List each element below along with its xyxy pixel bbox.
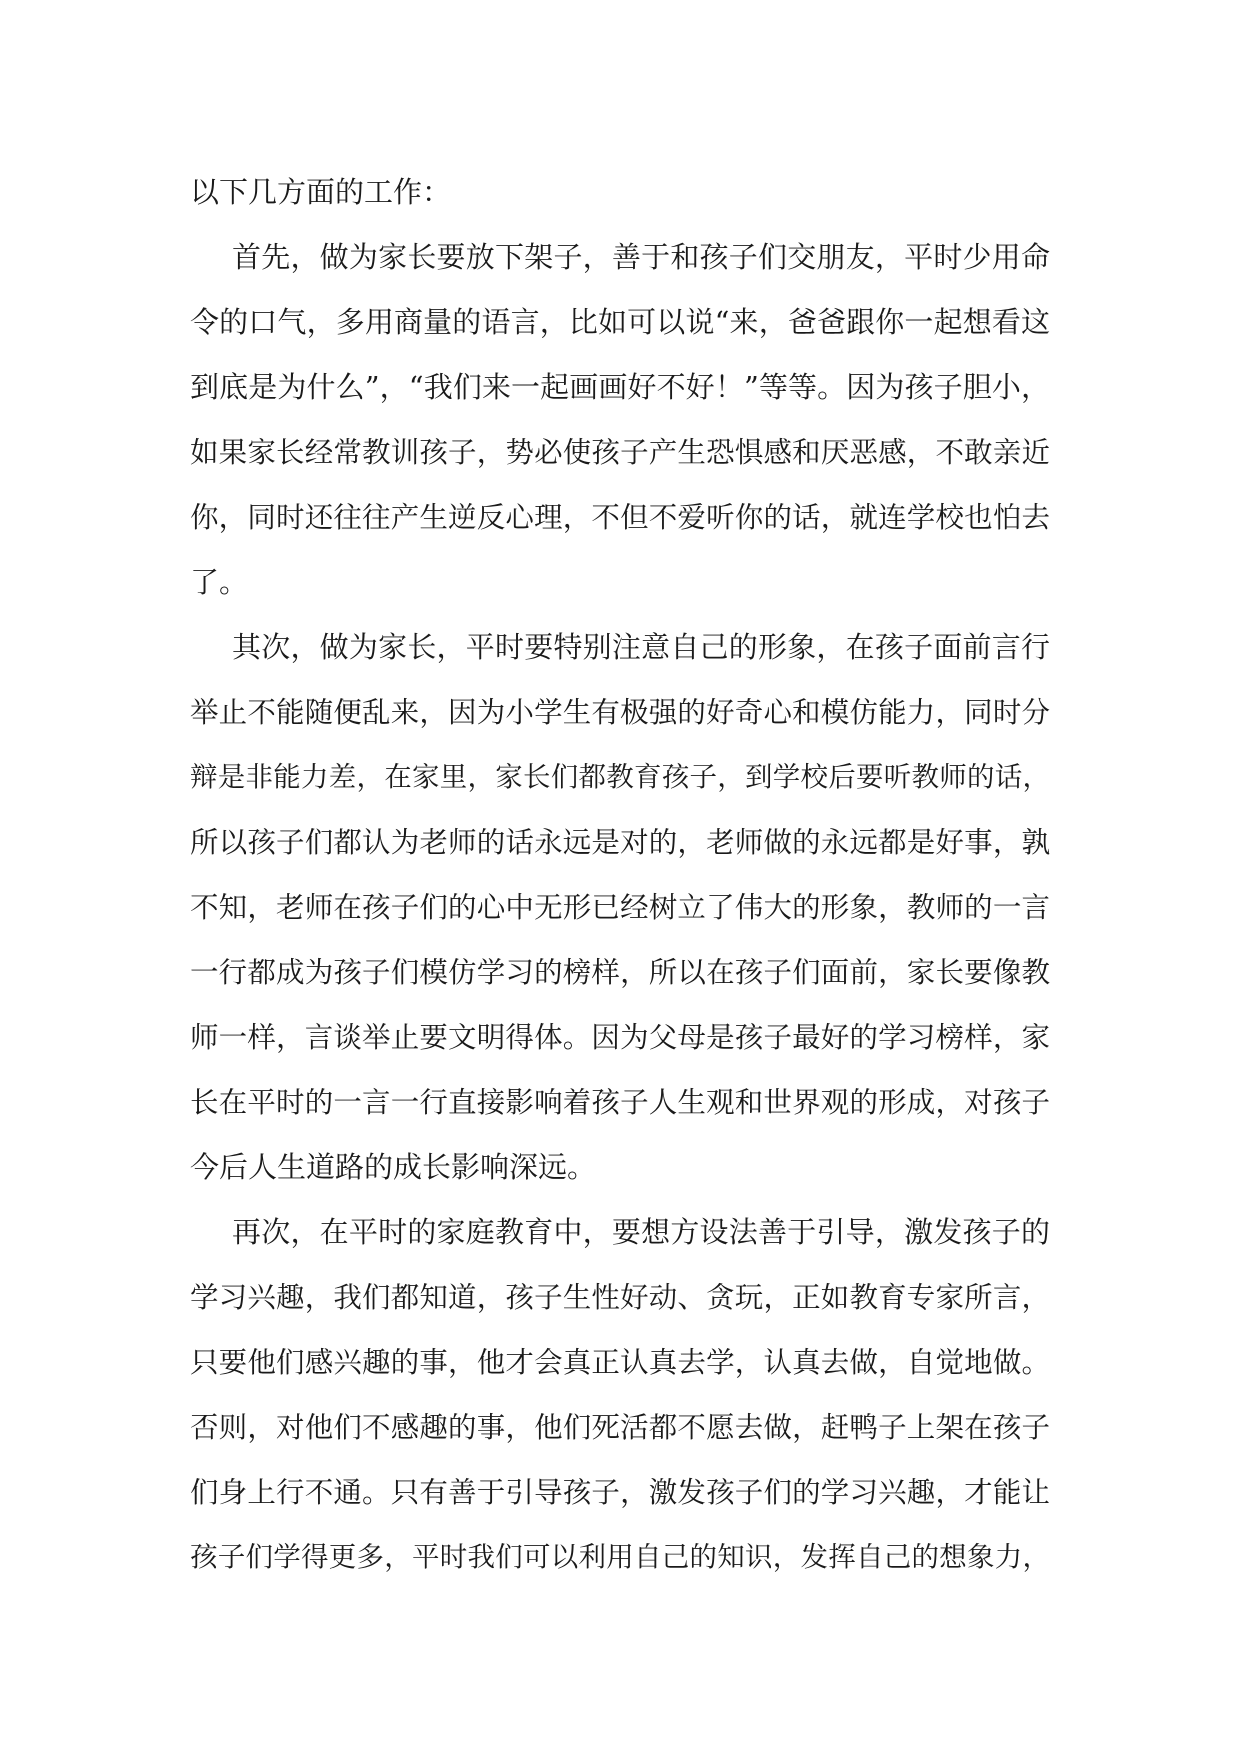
text-line: 你，同时还往往产生逆反心理，不但不爱听你的话，就连学校也怕去: [190, 501, 1050, 534]
text-line: 一行都成为孩子们模仿学习的榜样，所以在孩子们面前，家长要像教: [190, 956, 1050, 989]
text-line: 只要他们感兴趣的事，他才会真正认真去学，认真去做，自觉地做。: [190, 1346, 1050, 1379]
text-line: 首先，做为家长要放下架子，善于和孩子们交朋友，平时少用命: [232, 240, 1050, 274]
text-line: 其次，做为家长，平时要特别注意自己的形象，在孩子面前言行: [232, 630, 1050, 664]
text-line: 否则，对他们不感趣的事，他们死活都不愿去做，赶鸭子上架在孩子: [190, 1411, 1050, 1444]
text-line: 了。: [190, 565, 249, 599]
text-line: 如果家长经常教训孩子，势必使孩子产生恐惧感和厌恶感，不敢亲近: [190, 436, 1050, 469]
text-line: 辩是非能力差，在家里，家长们都教育孩子，到学校后要听教师的话，: [190, 761, 1050, 793]
text-line: 再次，在平时的家庭教育中，要想方设法善于引导，激发孩子的: [232, 1215, 1050, 1249]
text-line: 师一样，言谈举止要文明得体。因为父母是孩子最好的学习榜样，家: [190, 1021, 1050, 1054]
text-line: 到底是为什么”，“我们来一起画画好不好！”等等。因为孩子胆小，: [190, 370, 1050, 404]
text-line: 孩子们学得更多，平时我们可以利用自己的知识，发挥自己的想象力，: [190, 1541, 1050, 1573]
text-line: 不知，老师在孩子们的心中无形已经树立了伟大的形象，教师的一言: [190, 891, 1050, 924]
text-line: 长在平时的一言一行直接影响着孩子人生观和世界观的形成，对孩子: [190, 1086, 1050, 1119]
text-line: 以下几方面的工作：: [190, 175, 452, 209]
text-line: 们身上行不通。只有善于引导孩子，激发孩子们的学习兴趣，才能让: [190, 1476, 1050, 1509]
text-line: 令的口气，多用商量的语言，比如可以说“来，爸爸跟你一起想看这: [190, 305, 1050, 339]
text-line: 举止不能随便乱来，因为小学生有极强的好奇心和模仿能力，同时分: [190, 696, 1050, 729]
text-line: 今后人生道路的成长影响深远。: [190, 1150, 597, 1184]
document-body-text: [190, 160, 1050, 1590]
text-line: 所以孩子们都认为老师的话永远是对的，老师做的永远都是好事，孰: [190, 826, 1050, 859]
text-line: 学习兴趣，我们都知道，孩子生性好动、贪玩，正如教育专家所言，: [190, 1281, 1050, 1314]
